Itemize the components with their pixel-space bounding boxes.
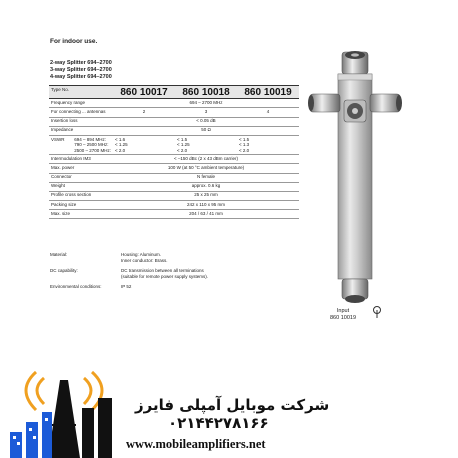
vswr-band: 694 – 894 MHz: bbox=[74, 136, 106, 142]
row-value: 3 bbox=[175, 108, 237, 117]
vswr-values bbox=[237, 135, 299, 154]
company-name-persian: شرکت موبایل آمپلی فایرز bbox=[135, 396, 330, 414]
type-number: 860 10017 bbox=[113, 86, 175, 99]
table-row bbox=[49, 117, 299, 126]
row-value: 242 x 110 x 95 mm bbox=[113, 201, 299, 210]
row-value: 100 W (at 50 °C ambient temperature) bbox=[113, 164, 299, 173]
product-name: 3-way Splitter 694–2700 bbox=[50, 67, 112, 73]
vswr-value: < 1.5 bbox=[177, 136, 188, 142]
vswr-band: 2500 – 2700 MHz: bbox=[74, 147, 111, 153]
row-value: 204 / 63 / 41 mm bbox=[113, 210, 299, 219]
vswr-band: 790 – 2500 MHz: bbox=[74, 142, 109, 148]
table-row bbox=[49, 164, 299, 173]
product-list bbox=[50, 60, 112, 81]
company-phone-persian: ۰۲۱۴۴۲۷۸۱۶۶ bbox=[168, 414, 269, 432]
vswr-value: < 2.0 bbox=[115, 147, 126, 153]
row-label: Insertion loss bbox=[49, 117, 113, 126]
caption-type: 860 10019 bbox=[330, 315, 356, 321]
vswr-value: < 2.0 bbox=[177, 147, 188, 153]
row-label: Impedance bbox=[49, 126, 113, 135]
type-label: Type No. bbox=[49, 86, 113, 99]
table-row bbox=[49, 108, 299, 117]
table-row bbox=[49, 210, 299, 219]
row-label: Max. size bbox=[49, 210, 113, 219]
row-label: Profile cross section bbox=[49, 191, 113, 200]
row-label: Weight bbox=[49, 182, 113, 191]
section-heading: For indoor use. bbox=[50, 38, 98, 45]
notes-section bbox=[50, 252, 300, 295]
note-label: Material: bbox=[50, 252, 68, 257]
vswr-cell bbox=[49, 135, 113, 154]
row-value: 4 bbox=[237, 108, 299, 117]
note-line: Inner conductor: Brass. bbox=[121, 257, 168, 263]
row-value: approx. 0.6 kg bbox=[113, 182, 299, 191]
note-material bbox=[50, 252, 300, 263]
table-row bbox=[49, 173, 299, 182]
note-label: Environmental conditions: bbox=[50, 284, 102, 289]
device-caption bbox=[330, 308, 356, 322]
vswr-values bbox=[175, 135, 237, 154]
type-number: 860 10018 bbox=[175, 86, 237, 99]
table-row-vswr bbox=[49, 135, 299, 154]
row-value: 694 – 2700 MHz bbox=[113, 99, 299, 108]
table-row bbox=[49, 191, 299, 200]
company-logo-icon bbox=[0, 370, 130, 458]
splitter-device-image bbox=[300, 50, 410, 305]
row-label: VSWR bbox=[51, 136, 65, 142]
row-value: < 0.05 dB bbox=[113, 117, 299, 126]
table-row bbox=[49, 155, 299, 164]
product-name: 2-way Splitter 694–2700 bbox=[50, 60, 112, 66]
row-label: Packing size bbox=[49, 201, 113, 210]
product-name: 4-way Splitter 694–2700 bbox=[50, 74, 112, 80]
note-line: (suitable for remote power supply systems). bbox=[121, 273, 209, 279]
row-label: For connecting ... antennas bbox=[49, 108, 113, 117]
vswr-value: < 1.5 bbox=[239, 136, 250, 142]
vswr-value: < 2.0 bbox=[239, 147, 250, 153]
note-line: DC transmission between all terminations bbox=[121, 268, 204, 273]
note-dc bbox=[50, 268, 300, 279]
row-label: Max. power bbox=[49, 164, 113, 173]
note-line: Housing: Aluminum. bbox=[121, 252, 162, 257]
table-row bbox=[49, 201, 299, 210]
row-value: 25 x 25 mm bbox=[113, 191, 299, 200]
row-value: 50 Ω bbox=[113, 126, 299, 135]
vswr-values bbox=[113, 135, 175, 154]
website-url: www.mobileamplifiers.net bbox=[126, 437, 266, 451]
vswr-value: < 1.3 bbox=[239, 142, 250, 148]
row-value: N female bbox=[113, 173, 299, 182]
antenna-symbol-icon bbox=[372, 305, 382, 319]
note-label: DC capability: bbox=[50, 268, 78, 273]
row-value: 2 bbox=[113, 108, 175, 117]
vswr-value: < 1.6 bbox=[115, 136, 126, 142]
table-row bbox=[49, 99, 299, 108]
caption-input: Input bbox=[336, 308, 350, 314]
table-header-row bbox=[49, 86, 299, 99]
row-label: Intermodulation IM3 bbox=[49, 155, 113, 164]
row-label: Connector bbox=[49, 173, 113, 182]
vswr-value: < 1.25 bbox=[115, 142, 128, 148]
row-value: < –150 dBc (2 x 43 dBm carrier) bbox=[113, 155, 299, 164]
type-number: 860 10019 bbox=[237, 86, 299, 99]
table-row bbox=[49, 182, 299, 191]
note-env bbox=[50, 284, 300, 290]
table-row bbox=[49, 126, 299, 135]
vswr-value: < 1.25 bbox=[177, 142, 190, 148]
row-label: Frequency range bbox=[49, 99, 113, 108]
note-line: IP 52 bbox=[121, 284, 132, 289]
spec-table bbox=[49, 85, 299, 219]
